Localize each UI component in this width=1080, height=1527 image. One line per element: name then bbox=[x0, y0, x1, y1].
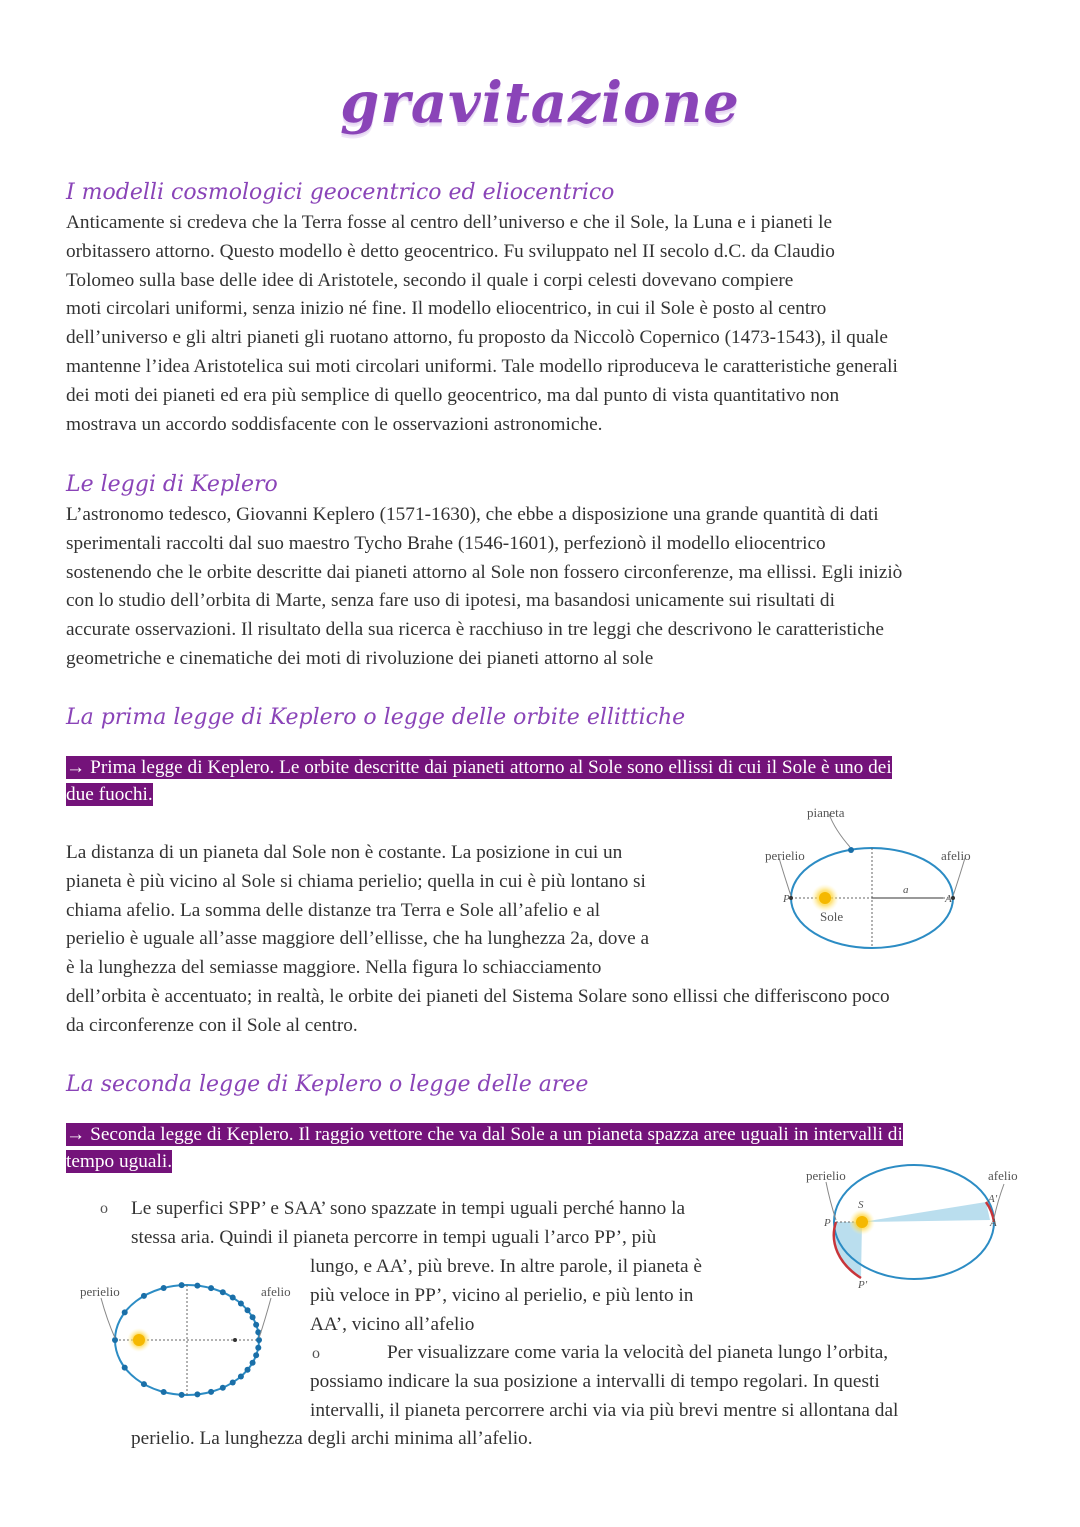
planet-position-dot bbox=[122, 1365, 128, 1371]
label-sole: Sole bbox=[820, 909, 844, 924]
section-heading-second-law: La seconda legge di Keplero o legge delle aree bbox=[66, 1072, 589, 1097]
law-line: due fuochi. bbox=[66, 784, 153, 805]
text-line: Tolomeo sulla base delle idee di Aristotele, secondo il quale i corpi celesti dovevano compiere bbox=[66, 269, 794, 291]
perielio-leader bbox=[826, 1182, 836, 1220]
text-line: intervalli, il pianeta percorrere archi via via più brevi mentre si allontana dal bbox=[310, 1399, 899, 1421]
planet-position-dot bbox=[141, 1293, 147, 1299]
planet-position-dot bbox=[253, 1352, 259, 1358]
planet-position-dot bbox=[245, 1367, 251, 1373]
label-pianeta: pianeta bbox=[807, 805, 845, 820]
planet-position-dot bbox=[255, 1345, 261, 1351]
planet-position-dot bbox=[245, 1307, 251, 1313]
text-line: più veloce in PP’, vicino al perielio, e più lento in bbox=[310, 1284, 694, 1306]
law-line: tempo uguali. bbox=[66, 1151, 173, 1172]
area-SAA bbox=[862, 1202, 990, 1222]
planet-position-dot bbox=[122, 1309, 128, 1315]
text-line: sperimentali raccolti dal suo maestro Tycho Brahe (1546-1601), perfezionò il modello eliocentrico bbox=[66, 532, 826, 554]
text-line: La distanza di un pianeta dal Sole non è costante. La posizione in cui un bbox=[66, 842, 623, 863]
label-a: a bbox=[903, 884, 909, 896]
text-line: possiamo indicare la sua posizione a intervalli di tempo regolari. In questi bbox=[310, 1370, 880, 1392]
planet-position-dot bbox=[179, 1392, 185, 1398]
planet-position-dot bbox=[208, 1389, 214, 1395]
sun-icon bbox=[819, 892, 831, 904]
planet-position-dot bbox=[208, 1285, 214, 1291]
bullet-marker: o bbox=[312, 1345, 320, 1362]
planet-position-dot bbox=[161, 1285, 167, 1291]
label-afelio: afelio bbox=[941, 848, 971, 863]
text-line: perielio è uguale all’asse maggiore dell’ellisse, che ha lunghezza 2a, dove a bbox=[66, 928, 650, 950]
label-P: P bbox=[783, 893, 790, 905]
section-heading-first-law: La prima legge di Keplero o legge delle orbite ellittiche bbox=[66, 705, 686, 730]
planet-position-dot bbox=[250, 1314, 256, 1320]
section-heading-models: I modelli cosmologici geocentrico ed eliocentrico bbox=[66, 180, 615, 205]
text-line: dell’universo e gli altri pianeti gli ruotano attorno, fu proposto da Niccolò Copernico (1473-1543), il quale bbox=[66, 327, 888, 349]
text-line: da circonferenze con il Sole al centro. bbox=[66, 1014, 358, 1036]
label-A: A bbox=[945, 893, 952, 905]
paragraph-models bbox=[66, 209, 1016, 439]
text-line: moti circolari uniformi, senza inizio né fine. Il modello eliocentrico, in cui il Sole è posto al centro bbox=[66, 298, 827, 320]
text-line: dei moti dei pianeti ed era più semplice di quello geocentrico, ma dal punto di vista quantitativo non bbox=[66, 384, 840, 406]
paragraph-kepler-laws bbox=[66, 501, 1016, 674]
page-title: gravitazione bbox=[340, 70, 740, 136]
text-line: mostrava un accordo soddisfacente con le osservazioni astronomiche. bbox=[66, 413, 603, 435]
law-line: → Prima legge di Keplero. Le orbite descritte dai pianeti attorno al Sole sono ellissi di cui il Sole è uno dei bbox=[66, 757, 892, 778]
text-line: è la lunghezza del semiasse maggiore. Nella figura lo schiacciamento bbox=[66, 957, 602, 979]
text-line: sostenendo che le orbite descritte dai pianeti attorno al Sole non fossero circonferenze, ma ellissi. Egli iniziò bbox=[66, 561, 903, 583]
text-line: stessa aria. Quindi il pianeta percorre in tempi uguali l’arco PP’, più bbox=[131, 1226, 657, 1248]
perielio-leader bbox=[101, 1298, 115, 1338]
text-line: orbitassero attorno. Questo modello è detto geocentrico. Fu sviluppato nel II secolo d.C. da Claudio bbox=[66, 240, 835, 262]
text-line: dell’orbita è accentuato; in realtà, le orbite dei pianeti del Sistema Solare sono ellissi che differiscono poco bbox=[66, 985, 890, 1007]
label-A-prime: A' bbox=[988, 1193, 998, 1205]
planet-position-dot bbox=[194, 1391, 200, 1397]
perielio-leader bbox=[779, 858, 791, 896]
planet-icon bbox=[848, 847, 854, 853]
equal-areas-figure bbox=[800, 1160, 1030, 1300]
text-line: Anticamente si credeva che la Terra fosse al centro dell’universo e che il Sole, la Luna e i pianeti le bbox=[66, 212, 833, 233]
text-line: L’astronomo tedesco, Giovanni Keplero (1571-1630), che ebbe a disposizione una grande quantità di dati bbox=[66, 504, 879, 525]
afelio-leader bbox=[259, 1298, 271, 1338]
orbit-positions-figure bbox=[75, 1270, 300, 1410]
planet-position-dot bbox=[238, 1301, 244, 1307]
planet-position-dot bbox=[179, 1282, 185, 1288]
label-P: P bbox=[824, 1217, 831, 1229]
label-P-prime: P' bbox=[858, 1279, 868, 1291]
text-line: AA’, vicino all’afelio bbox=[310, 1313, 475, 1335]
planet-position-dot bbox=[220, 1289, 226, 1295]
planet-position-dot bbox=[220, 1385, 226, 1391]
paragraph-bullet1 bbox=[131, 1195, 791, 1253]
paragraph-final: perielio. La lunghezza degli archi minima all’afelio. bbox=[131, 1428, 533, 1449]
law-line: → Seconda legge di Keplero. Il raggio vettore che va dal Sole a un pianeta spazza aree uguali in intervalli di bbox=[66, 1124, 903, 1145]
label-S: S bbox=[858, 1199, 864, 1211]
text-line: accurate osservazioni. Il risultato della sua ricerca è racchiuso in tre leggi che descrivono le caratteristiche bbox=[66, 619, 884, 641]
text-line: geometriche e cinematiche dei moti di rivoluzione dei pianeti attorno al sole bbox=[66, 647, 654, 669]
label-A: A bbox=[990, 1217, 997, 1229]
section-heading-kepler-laws: Le leggi di Keplero bbox=[66, 472, 278, 497]
label-perielio: perielio bbox=[765, 848, 805, 863]
label-perielio: perielio bbox=[80, 1284, 120, 1299]
text-line: pianeta è più vicino al Sole si chiama perielio; quella in cui è più lontano si bbox=[66, 870, 646, 892]
planet-position-dot bbox=[161, 1389, 167, 1395]
text-line: con lo studio dell’orbita di Marte, senza fare uso di ipotesi, ma basandosi unicamente sui risultati di bbox=[66, 590, 835, 612]
paragraph-bullet2 bbox=[310, 1339, 1010, 1425]
planet-position-dot bbox=[194, 1283, 200, 1289]
planet-position-dot bbox=[238, 1373, 244, 1379]
ellipse-orbit-figure bbox=[755, 800, 985, 960]
paragraph-bullet1-cont bbox=[310, 1253, 790, 1339]
bullet-marker: o bbox=[100, 1200, 108, 1217]
planet-position-dot bbox=[230, 1295, 236, 1301]
planet-position-dot bbox=[141, 1381, 147, 1387]
planet-position-dot bbox=[250, 1360, 256, 1366]
afelio-leader bbox=[953, 858, 965, 896]
sun-icon bbox=[856, 1216, 868, 1228]
label-afelio: afelio bbox=[988, 1168, 1018, 1183]
text-line: mantenne l’idea Aristotelica sui moti circolari uniformi. Tale modello riproduceva le caratteristiche generali bbox=[66, 355, 898, 377]
text-line: lungo, e AA’, più breve. In altre parole, il pianeta è bbox=[310, 1256, 702, 1277]
empty-focus bbox=[233, 1338, 237, 1342]
planet-position-dot bbox=[230, 1379, 236, 1385]
label-afelio: afelio bbox=[261, 1284, 291, 1299]
text-line: Per visualizzare come varia la velocità del pianeta lungo l’orbita, bbox=[387, 1342, 889, 1363]
label-perielio: perielio bbox=[806, 1168, 846, 1183]
planet-position-dot bbox=[253, 1322, 259, 1328]
text-line: Le superfici SPP’ e SAA’ sono spazzate in tempi uguali perché hanno la bbox=[131, 1198, 686, 1219]
text-line: chiama afelio. La somma delle distanze tra Terra e Sole all’afelio e al bbox=[66, 899, 601, 921]
sun-icon bbox=[133, 1334, 145, 1346]
